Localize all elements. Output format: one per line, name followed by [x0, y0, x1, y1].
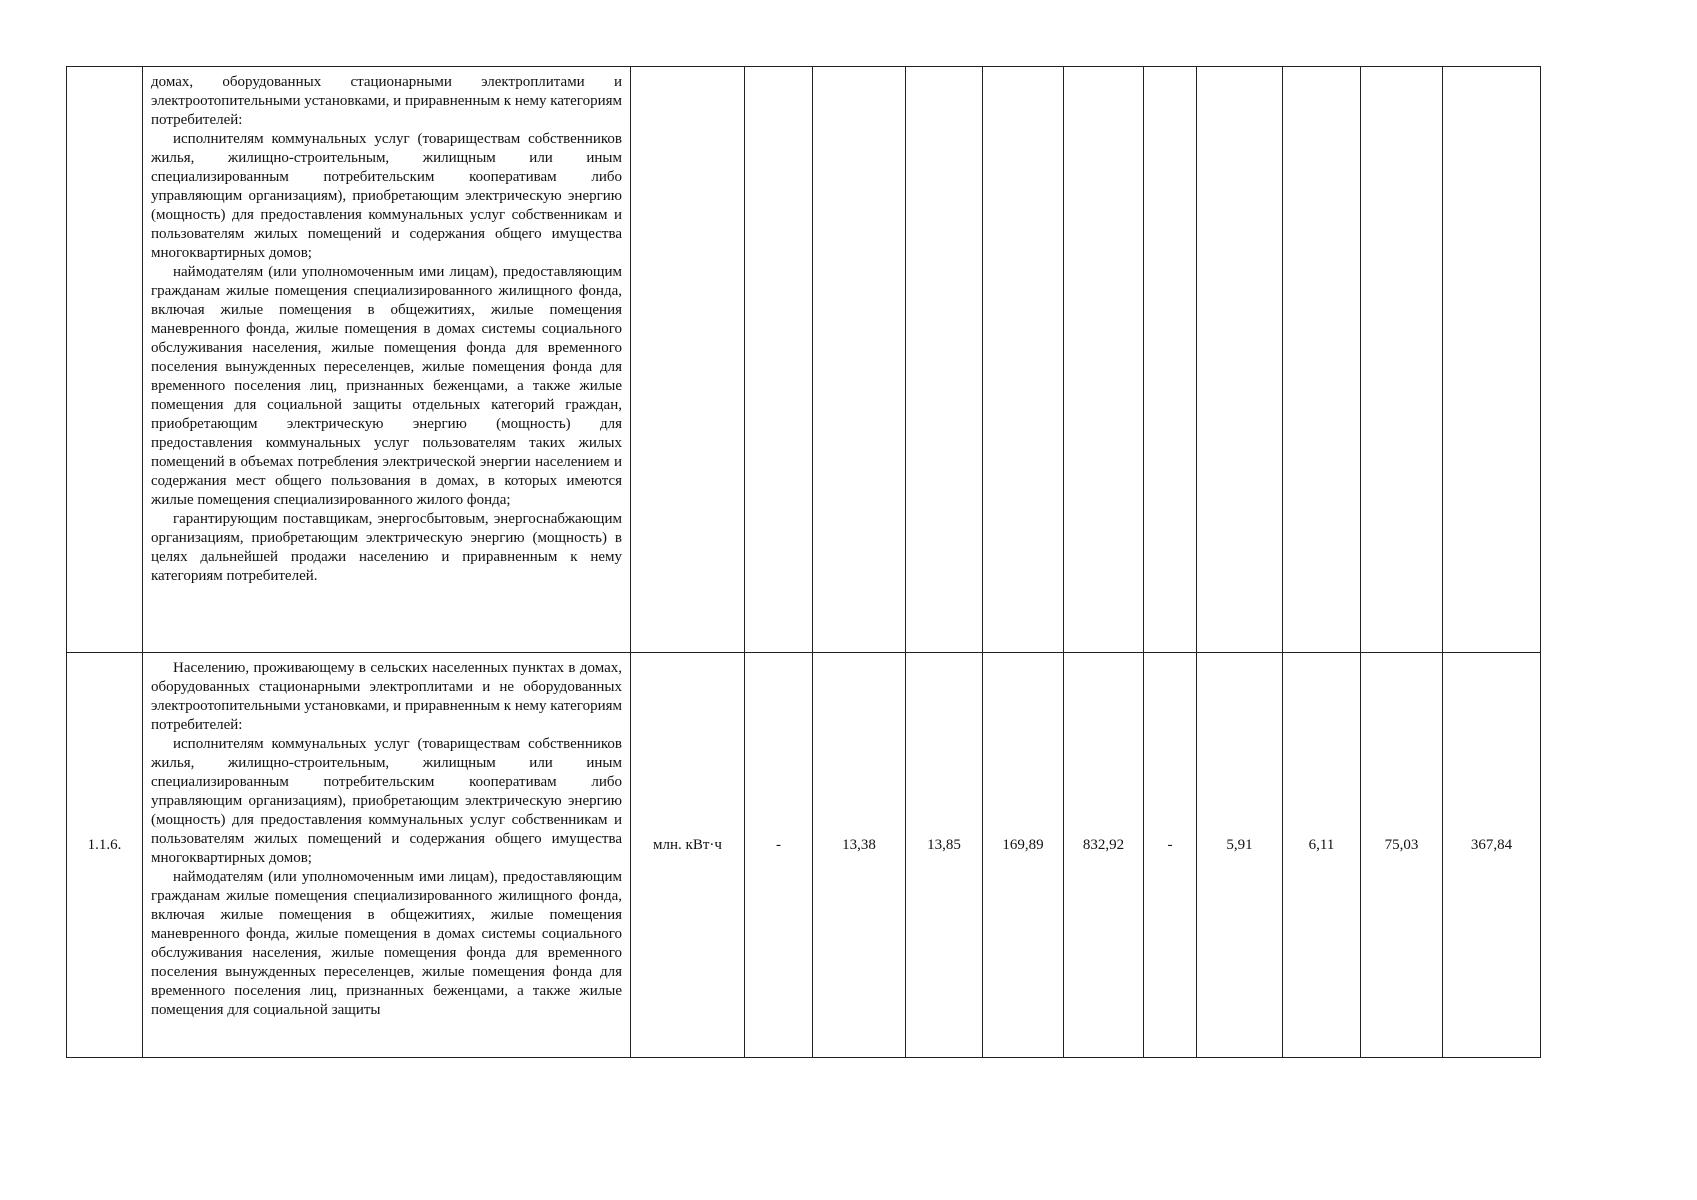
row-number-cell: 1.1.6.	[67, 653, 143, 1058]
table-row	[67, 653, 1541, 1058]
value-cell	[1283, 67, 1361, 653]
row-description-cell	[143, 67, 631, 653]
value-cell: -	[1144, 653, 1197, 1058]
value-cell: 13,85	[906, 653, 983, 1058]
description-paragraph: домах, оборудованных стационарными электроплитами и электроотопительными установками, и приравненным к нему категориям потребителей:	[151, 74, 623, 128]
unit-cell: млн. кВт·ч	[631, 653, 745, 1058]
value-cell	[1197, 67, 1283, 653]
value-cell: 832,92	[1064, 653, 1144, 1058]
row-number-cell	[67, 67, 143, 653]
table-row	[67, 67, 1541, 653]
value-cell	[745, 67, 813, 653]
value-cell: 169,89	[983, 653, 1064, 1058]
description-paragraph: Населению, проживающему в сельских населенных пунктах в домах, оборудованных стационарными электроплитами и не оборудованных электроотопительными установками, и приравненным к нему категориям потребителей:	[151, 660, 623, 733]
value-cell	[906, 67, 983, 653]
value-cell	[1144, 67, 1197, 653]
value-cell: 75,03	[1361, 653, 1443, 1058]
value-cell	[813, 67, 906, 653]
description-paragraph: наймодателям (или уполномоченным ими лицам), предоставляющим гражданам жилые помещения специализированного жилищного фонда, включая жилые помещения в общежитиях, жилые помещения маневренного фонда, жилые помещения в домах системы социального обслуживания населения, жилые помещения фонда для временного поселения вынужденных переселенцев, жилые помещения фонда для временного поселения лиц, признанных беженцами, а также жилые помещения для социальной защиты	[151, 869, 622, 1018]
value-cell: 13,38	[813, 653, 906, 1058]
value-cell: 6,11	[1283, 653, 1361, 1058]
tariff-volume-table	[66, 66, 1541, 1058]
value-cell	[1064, 67, 1144, 653]
value-cell	[1361, 67, 1443, 653]
value-cell: -	[745, 653, 813, 1058]
value-cell: 5,91	[1197, 653, 1283, 1058]
row-description-cell	[143, 653, 631, 1058]
description-paragraph: исполнителям коммунальных услуг (товариществам собственников жилья, жилищно-строительным, жилищным или иным специализированным потребительским кооперативам либо управляющим организациям), приобретающим электрическую энергию (мощность) для предоставления коммунальных услуг собственникам и пользователям жилых помещений и содержания общего имущества многоквартирных домов;	[151, 131, 622, 261]
description-paragraph: исполнителям коммунальных услуг (товариществам собственников жилья, жилищно-строительным, жилищным или иным специализированным потребительским кооперативам либо управляющим организациям), приобретающим электрическую энергию (мощность) для предоставления коммунальных услуг собственникам и пользователям жилых помещений и содержания общего имущества многоквартирных домов;	[151, 736, 622, 866]
value-cell: 367,84	[1443, 653, 1541, 1058]
description-paragraph: наймодателям (или уполномоченным ими лицам), предоставляющим гражданам жилые помещения специализированного жилищного фонда, включая жилые помещения в общежитиях, жилые помещения маневренного фонда, жилые помещения в домах системы социального обслуживания населения, жилые помещения фонда для временного поселения вынужденных переселенцев, жилые помещения фонда для временного поселения лиц, признанных беженцами, а также жилые помещения для социальной защиты отдельных категорий граждан, приобретающим электрическую энергию (мощность) для предоставления коммунальных услуг пользователям таких жилых помещений в объемах потребления электрической энергии населением и содержания мест общего пользования в домах, в которых имеются жилые помещения специализированного жилого фонда;	[151, 264, 622, 508]
description-paragraph: гарантирующим поставщикам, энергосбытовым, энергоснабжающим организациям, приобретающим электрическую энергию (мощность) в целях дальнейшей продажи населению и приравненным к нему категориям потребителей.	[151, 511, 622, 584]
value-cell	[1443, 67, 1541, 653]
value-cell	[983, 67, 1064, 653]
unit-cell	[631, 67, 745, 653]
